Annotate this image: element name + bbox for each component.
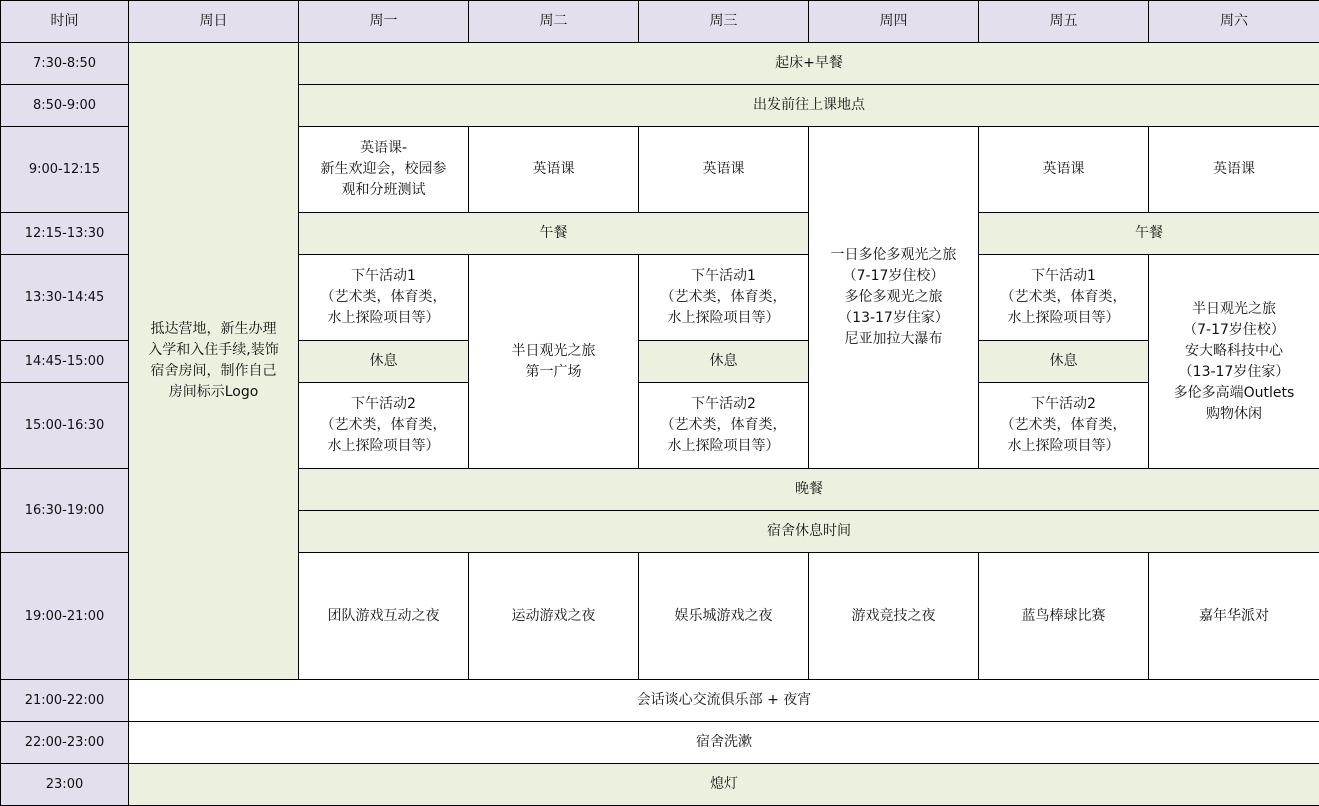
- saturday-trip-cell: 半日观光之旅 （7-17岁住校） 安大略科技中心 （13-17岁住家） 多伦多高端Outlets 购物休闲: [1149, 255, 1319, 469]
- time-cell: 16:30-19:00: [1, 469, 129, 553]
- lights-out-cell: 熄灯: [129, 764, 1319, 806]
- tuesday-trip-cell: 半日观光之旅 第一广场: [469, 255, 639, 469]
- dinner-cell: 晚餐: [299, 469, 1319, 511]
- header-friday: 周五: [979, 1, 1149, 43]
- friday-activity2-cell: 下午活动2 （艺术类，体育类， 水上探险项目等）: [979, 383, 1149, 469]
- monday-activity1-cell: 下午活动1 （艺术类，体育类， 水上探险项目等）: [299, 255, 469, 341]
- time-cell: 14:45-15:00: [1, 341, 129, 383]
- time-cell: 9:00-12:15: [1, 127, 129, 213]
- friday-english-cell: 英语课: [979, 127, 1149, 213]
- header-saturday: 周六: [1149, 1, 1319, 43]
- wednesday-activity2-cell: 下午活动2 （艺术类，体育类， 水上探险项目等）: [639, 383, 809, 469]
- row-2300: [1, 764, 1319, 806]
- monday-english-cell: 英语课- 新生欢迎会，校园参 观和分班测试: [299, 127, 469, 213]
- thursday-trip-cell: 一日多伦多观光之旅 （7-17岁住校） 多伦多观光之旅 （13-17岁住家） 尼亚加拉大瀑布: [809, 127, 979, 469]
- monday-rest-cell: 休息: [299, 341, 469, 383]
- time-cell: 12:15-13:30: [1, 213, 129, 255]
- sunday-evening-cell: 团队游戏互动之夜: [299, 553, 469, 680]
- wednesday-english-cell: 英语课: [639, 127, 809, 213]
- sunday-arrival-cell: 抵达营地，新生办理 入学和入住手续,装饰 宿舍房间，制作自己 房间标示Logo: [129, 43, 299, 680]
- row-0730: [1, 43, 1319, 85]
- header-sunday: 周日: [129, 1, 299, 43]
- time-cell: 15:00-16:30: [1, 383, 129, 469]
- monday-activity2-cell: 下午活动2 （艺术类，体育类， 水上探险项目等）: [299, 383, 469, 469]
- time-cell: 7:30-8:50: [1, 43, 129, 85]
- header-thursday: 周四: [809, 1, 979, 43]
- dorm-wash-cell: 宿舍洗漱: [129, 722, 1319, 764]
- time-cell: 22:00-23:00: [1, 722, 129, 764]
- tuesday-english-cell: 英语课: [469, 127, 639, 213]
- wednesday-rest-cell: 休息: [639, 341, 809, 383]
- lunch-cell-fri-sat: 午餐: [979, 213, 1319, 255]
- wednesday-activity1-cell: 下午活动1 （艺术类，体育类， 水上探险项目等）: [639, 255, 809, 341]
- row-2100: [1, 680, 1319, 722]
- time-cell: 8:50-9:00: [1, 85, 129, 127]
- friday-rest-cell: 休息: [979, 341, 1149, 383]
- header-monday: 周一: [299, 1, 469, 43]
- friday-evening-cell: 嘉年华派对: [1149, 553, 1319, 680]
- header-wednesday: 周三: [639, 1, 809, 43]
- time-cell: 23:00: [1, 764, 129, 806]
- depart-to-class-cell: 出发前往上课地点: [299, 85, 1319, 127]
- wakeup-breakfast-cell: 起床+早餐: [299, 43, 1319, 85]
- header-row: [1, 1, 1319, 43]
- club-snack-cell: 会话谈心交流俱乐部 + 夜宵: [129, 680, 1319, 722]
- lunch-cell-mon-wed: 午餐: [299, 213, 809, 255]
- header-tuesday: 周二: [469, 1, 639, 43]
- monday-evening-cell: 运动游戏之夜: [469, 553, 639, 680]
- time-cell: 19:00-21:00: [1, 553, 129, 680]
- row-2200: [1, 722, 1319, 764]
- header-time: 时间: [1, 1, 129, 43]
- tuesday-evening-cell: 娱乐城游戏之夜: [639, 553, 809, 680]
- wednesday-evening-cell: 游戏竞技之夜: [809, 553, 979, 680]
- friday-activity1-cell: 下午活动1 （艺术类，体育类， 水上探险项目等）: [979, 255, 1149, 341]
- saturday-english-cell: 英语课: [1149, 127, 1319, 213]
- time-cell: 21:00-22:00: [1, 680, 129, 722]
- time-cell: 13:30-14:45: [1, 255, 129, 341]
- thursday-evening-cell: 蓝鸟棒球比赛: [979, 553, 1149, 680]
- dorm-rest-cell: 宿舍休息时间: [299, 511, 1319, 553]
